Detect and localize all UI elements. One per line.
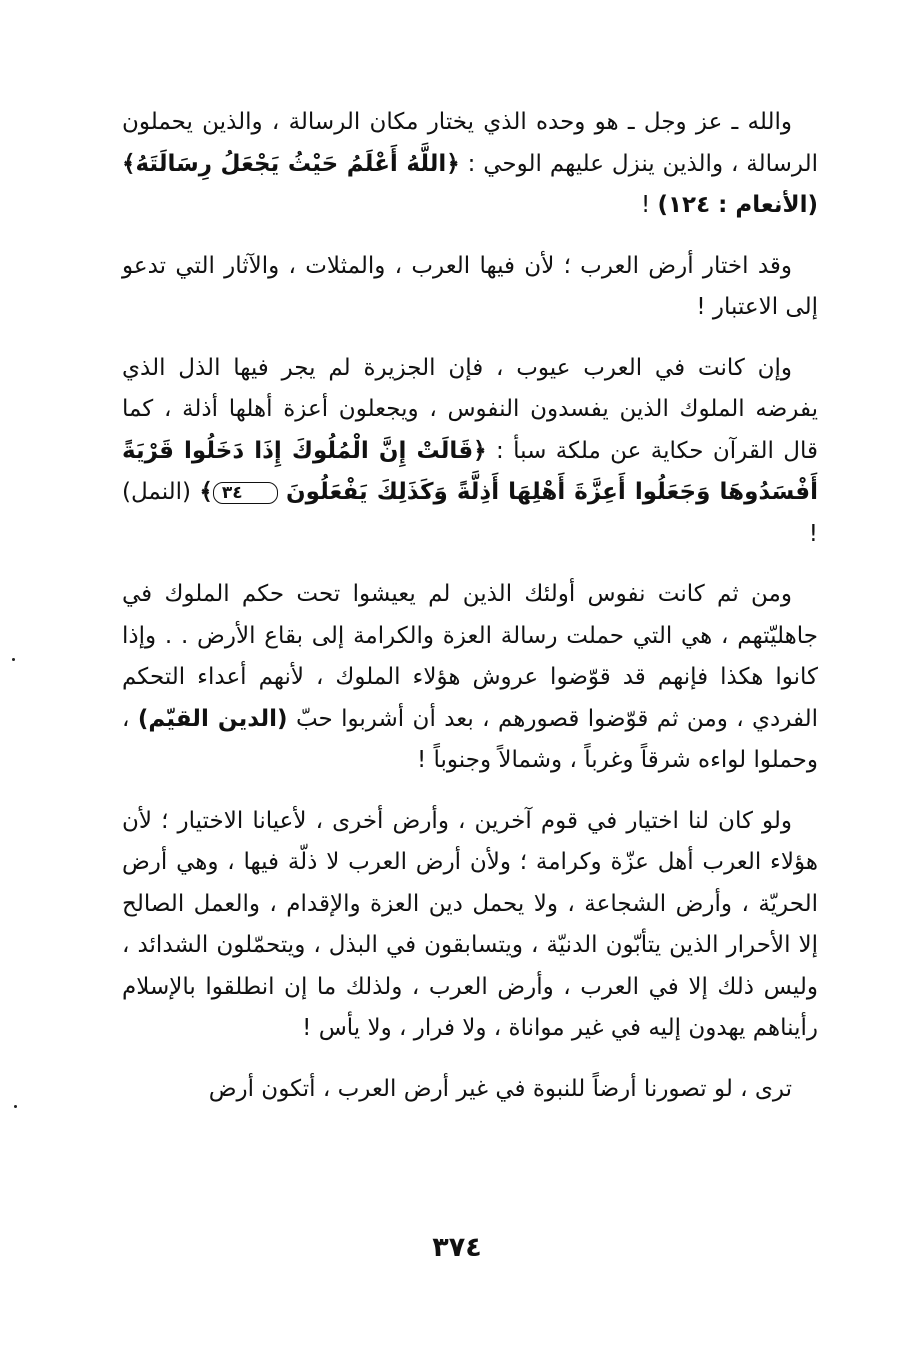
paragraph (122, 1069, 818, 1111)
reference: (الدين القيّم) (137, 705, 288, 732)
text-run (278, 479, 286, 505)
text-run: ! (640, 192, 658, 218)
scan-speck (12, 658, 15, 661)
quran-verse: ﴿اللَّهُ أَعْلَمُ حَيْثُ يَجْعَلُ رِسَالَتَهُ﴾ (122, 150, 460, 177)
body-text (122, 102, 818, 1129)
paragraph (122, 801, 818, 1050)
reference: (الأنعام : ١٢٤) (657, 192, 818, 218)
paragraph (122, 102, 818, 227)
text-run: وقد اختار أرض العرب ؛ لأن فيها العرب ، والمثلات ، والآثار التي تدعو إلى الاعتبار ! (122, 252, 818, 320)
quran-verse: ﴿قَالَتْ إِنَّ الْمُلُوكَ إِذَا دَخَلُوا قَرْيَةً أَفْسَدُوهَا وَجَعَلُوا أَعِزَّةَ أَهْلِهَا أَذِلَّةً وَكَذَلِكَ يَفْعَلُونَ (122, 437, 818, 505)
text-run: ترى ، لو تصورنا أرضاً للنبوة في غير أرض العرب ، أتكون أرض (208, 1075, 792, 1102)
text-run: ولو كان لنا اختيار في قوم آخرين ، وأرض أخرى ، لأعيانا الاختيار ؛ لأن هؤلاء العرب أهل عزّة وكرامة ؛ ولأن أرض العرب لا ذلّة فيها ، وهي أرض الحريّة ، وأرض الشجاعة ، ولا يحمل دين العزة والإقدام ، والعمل الصالح إلا الأحرار الذين يتأبّون الدنيّة ، ويتسابقون في البذل ، ويتحمّلون الشدائد ، وليس ذلك إلا في العرب ، وأرض العرب ، ولذلك ما إن انطلقوا بالإسلام رأيناهم يهدون إليه في غير مواناة ، ولا فرار ، ولا يأس ! (122, 807, 818, 1041)
paragraph (122, 348, 818, 556)
scan-speck (14, 1105, 17, 1108)
ayah-number-mark: ٣٤ (213, 482, 278, 504)
text-run: وإن كانت في العرب عيوب ، فإن الجزيرة لم يجر فيها الذل الذي يفرضه الملوك الذين يفسدون النفوس ، ويجعلون أعزة أهلها أذلة ، كما قال القرآن حكاية عن ملكة سبأ : (122, 354, 818, 464)
text-run: ومن ثم كانت نفوس أولئك الذين لم يعيشوا تحت حكم الملوك في جاهليّتهم ، هي التي حملت رسالة العزة والكرامة إلى بقاع الأرض . . وإذا كانوا هكذا فإنهم قد قوّضوا عروش هؤلاء الملوك ، لأنهم أعداء التحكم الفردي ، ومن ثم قوّضوا قصورهم ، بعد أن أشربوا حبّ (122, 581, 818, 732)
text-run: والله ـ عز وجل ـ هو وحده الذي يختار مكان الرسالة ، والذين يحملون الرسالة ، والذين ينزل عليهم الوحي : (122, 109, 818, 177)
paragraph (122, 246, 818, 329)
page-number: ٣٧٤ (432, 1232, 482, 1263)
quran-verse: ﴾ (199, 479, 213, 505)
text-run: (النمل) ! (122, 479, 818, 547)
text-run: ، وحملوا لواءه شرقاً وغرباً ، وشمالاً وجنوباً ! (122, 705, 818, 773)
paragraph (122, 574, 818, 782)
